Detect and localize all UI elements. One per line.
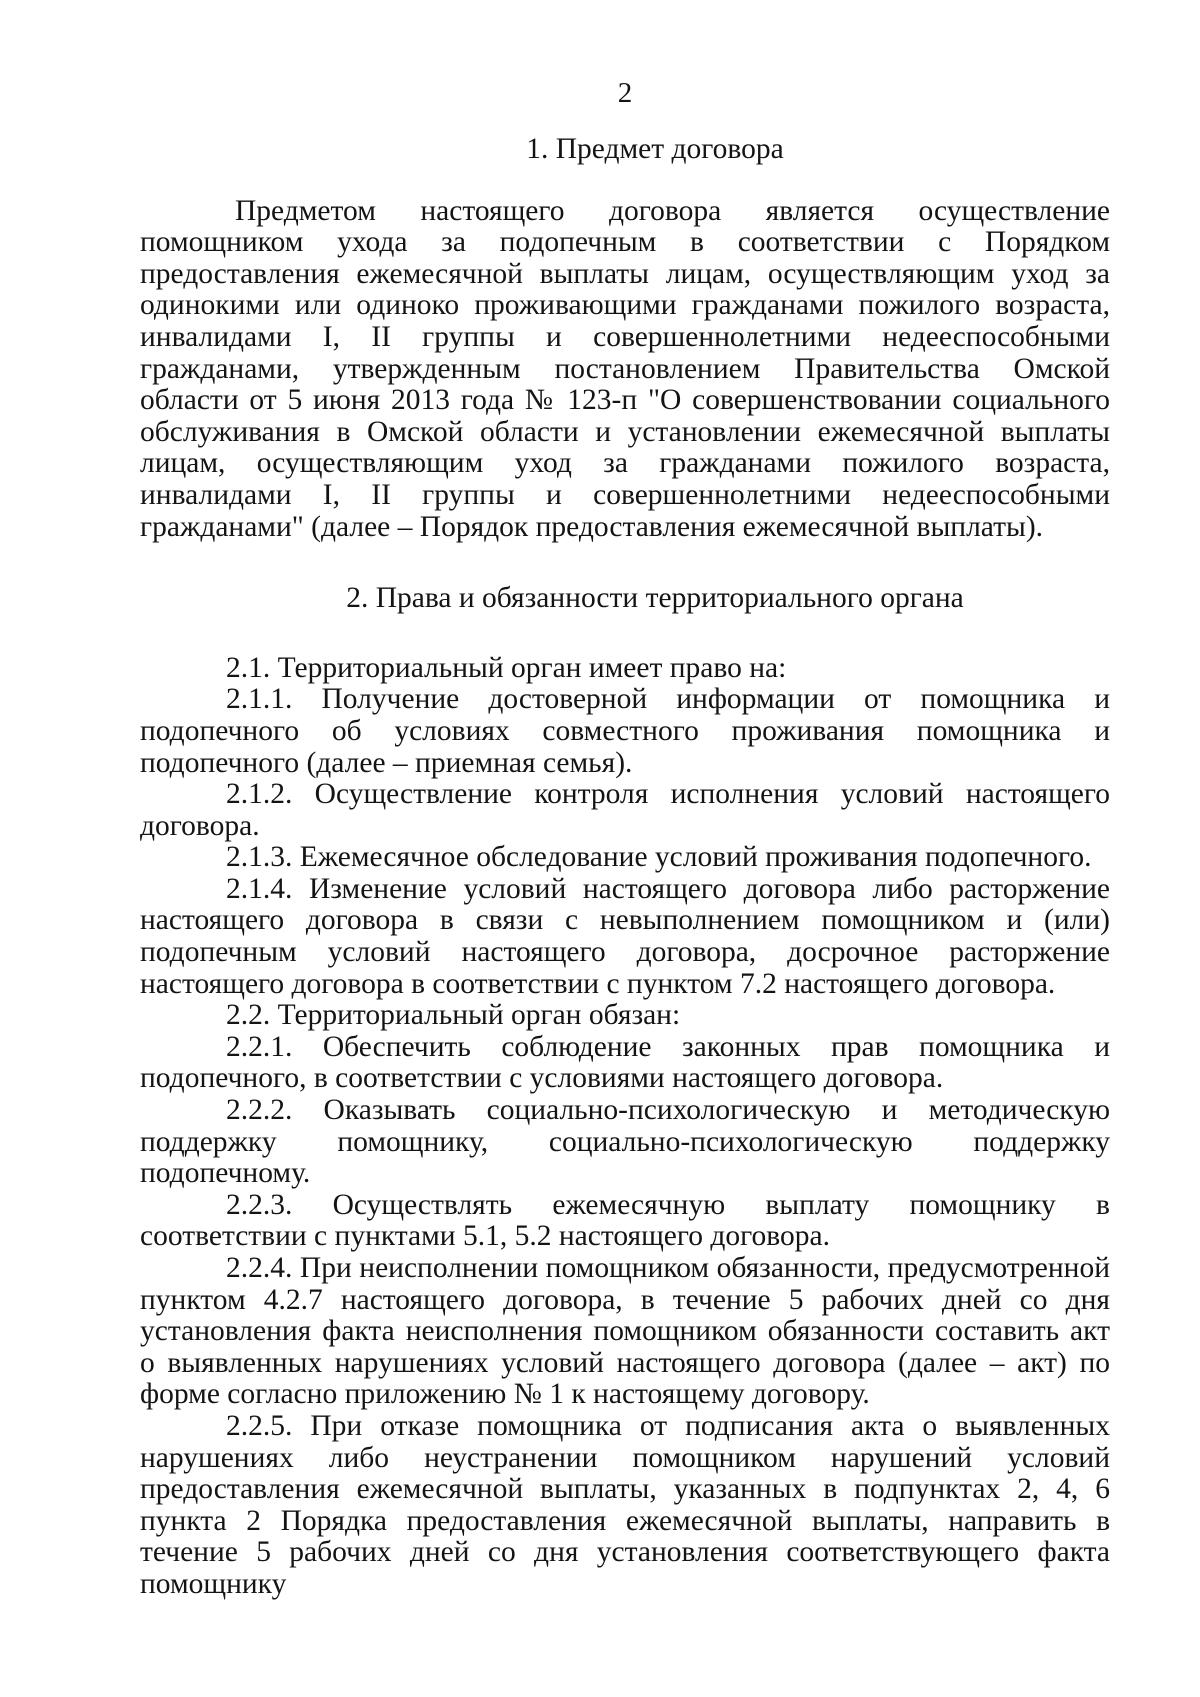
clause-2-1-3: 2.1.3. Ежемесячное обследование условий проживания подопечного. bbox=[226, 841, 1092, 874]
clause-2-1: 2.1. Территориальный орган имеет право на: bbox=[226, 651, 787, 684]
section-2-heading: 2. Права и обязанности территориального органа bbox=[346, 582, 964, 615]
clause-2-2-2: 2.2.2. Оказывать социально-психологическую и методическую поддержку помощнику, социально-психологическую поддержку подопечному. bbox=[140, 1094, 1110, 1190]
clause-2-2-4: 2.2.4. При неисполнении помощником обязанности, предусмотренной пунктом 4.2.7 настоящего договора, в течение 5 рабочих дней со дня установления факта неисполнения помощником обязанности составить акт о выявленных нарушениях условий настоящего договора (далее – акт) по форме согласно приложению № 1 к настоящему договору. bbox=[140, 1252, 1110, 1411]
clause-2-2-5: 2.2.5. При отказе помощника от подписания акта о выявленных нарушениях либо неустранении помощником нарушений условий предоставления ежемесячной выплаты, указанных в подпунктах 2, 4, 6 пункта 2 Порядка предоставления ежемесячной выплаты, направить в течение 5 рабочих дней со дня установления соответствующего факта помощнику bbox=[140, 1409, 1110, 1600]
clause-2-1-1: 2.1.1. Получение достоверной информации от помощника и подопечного об условиях совместного проживания помощника и подопечного (далее – приемная семья). bbox=[140, 683, 1110, 779]
clause-2-2-1: 2.2.1. Обеспечить соблюдение законных прав помощника и подопечного, в соответствии с условиями настоящего договора. bbox=[140, 1030, 1110, 1095]
clause-2-2: 2.2. Территориальный орган обязан: bbox=[226, 999, 681, 1032]
section-1-paragraph: Предметом настоящего договора является осуществление помощником ухода за подопечным в соответствии с Порядком предоставления ежемесячной выплаты лицам, осуществляющим уход за одинокими или одиноко проживающими гражданами пожилого возраста, инвалидами I, II группы и совершеннолетними недееспособными гражданами, утвержденным постановлением Правительства Омской области от 5 июня 2013 года № 123-п "О совершенствовании социального обслуживания в Омской области и установлении ежемесячной выплаты лицам, осуществляющим уход за гражданами пожилого возраста, инвалидами I, II группы и совершеннолетними недееспособными гражданами" (далее – Порядок предоставления ежемесячной выплаты). bbox=[140, 194, 1110, 543]
clause-2-1-2: 2.1.2. Осуществление контроля исполнения условий настоящего договора. bbox=[140, 778, 1110, 842]
page-number: 2 bbox=[617, 77, 633, 109]
document-body bbox=[140, 134, 1110, 1601]
clause-2-2-3: 2.2.3. Осуществлять ежемесячную выплату помощнику в соответствии с пунктами 5.1, 5.2 настоящего договора. bbox=[140, 1188, 1110, 1253]
section-1-heading: 1. Предмет договора bbox=[526, 133, 784, 165]
clause-2-1-4: 2.1.4. Изменение условий настоящего договора либо расторжение настоящего договора в связи с невыполнением помощником и (или) подопечным условий настоящего договора, досрочное расторжение настоящего договора в соответствии с пунктом 7.2 настоящего договора. bbox=[140, 872, 1110, 1000]
